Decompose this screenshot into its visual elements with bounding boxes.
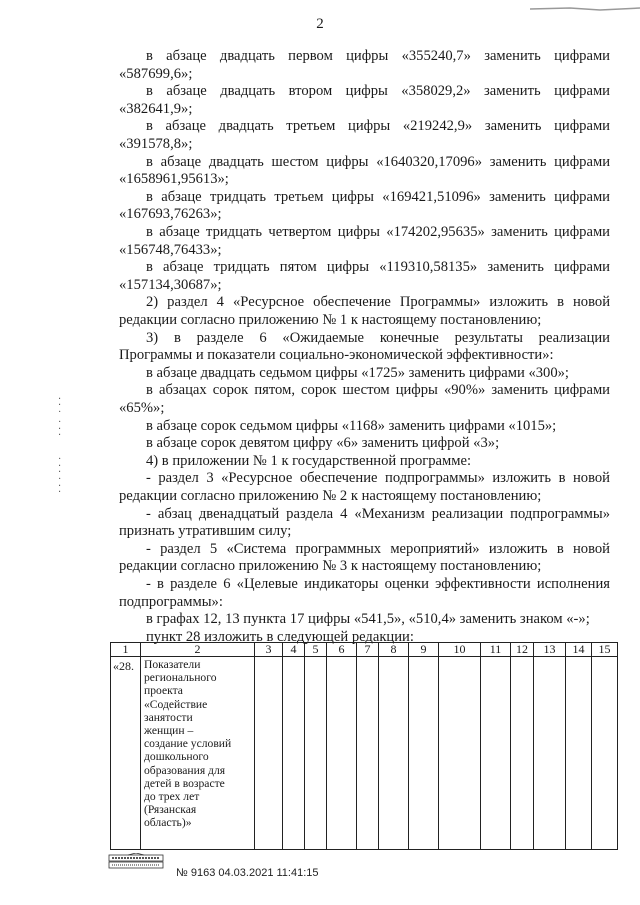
text-line: 2) раздел 4 «Ресурсное обеспечение Программы» изложить в новой — [146, 294, 610, 311]
text-line: в абзаце сорок седьмом цифры «1168» заменить цифрами «1015»; — [146, 417, 557, 434]
text-line: в абзаце двадцать седьмом цифры «1725» заменить цифрами «300»; — [146, 364, 569, 381]
empty-cell — [566, 657, 592, 850]
scan-corner-mark — [530, 0, 640, 6]
column-header: 11 — [481, 643, 511, 657]
table-row — [111, 657, 618, 850]
column-header: 5 — [305, 643, 327, 657]
scan-margin-dots: ⁚ · · ⁚ — [58, 397, 62, 438]
text-line: редакции согласно приложению № 2 к настоящему постановлению; — [119, 488, 542, 504]
text-line: - раздел 3 «Ресурсное обеспечение подпрограммы» изложить в новой — [146, 470, 610, 487]
government-logo — [108, 853, 164, 869]
text-line: «157134,30687»; — [119, 276, 222, 293]
row-number-cell: «28. — [111, 657, 141, 850]
indicators-table — [110, 642, 618, 850]
text-line: «382641,9»; — [119, 100, 193, 117]
text-line: редакции согласно приложению № 1 к настоящему постановлению; — [119, 312, 542, 328]
text-line: в абзаце тридцать четвертом цифры «174202,95635» заменить цифрами — [146, 224, 610, 240]
empty-cell — [534, 657, 566, 850]
text-line: «1658961,95613»; — [119, 171, 229, 188]
text-line: «65%»; — [119, 400, 165, 416]
text-line: в абзаце двадцать третьем цифры «219242,9» заменить цифрами — [146, 118, 610, 135]
column-header: 12 — [511, 643, 534, 657]
empty-cell — [511, 657, 534, 850]
text-line: пункт 28 изложить в следующей редакции: — [146, 628, 414, 645]
column-header: 3 — [255, 643, 283, 657]
text-line: в абзаце двадцать первом цифры «355240,7» заменить цифрами — [146, 48, 610, 64]
column-header: 7 — [357, 643, 379, 657]
page-number: 2 — [316, 16, 324, 32]
text-line: 3) в разделе 6 «Ожидаемые конечные результаты реализации — [146, 329, 610, 346]
column-header: 13 — [534, 643, 566, 657]
text-line: редакции согласно приложению № 3 к настоящему постановлению; — [119, 558, 542, 575]
column-header: 4 — [283, 643, 305, 657]
text-line: в абзаце сорок девятом цифру «6» заменить цифрой «3»; — [146, 435, 500, 452]
empty-cell — [379, 657, 409, 850]
text-line: в абзаце тридцать пятом цифры «119310,58135» заменить цифрами — [146, 259, 610, 276]
empty-cell — [327, 657, 357, 850]
column-header: 6 — [327, 643, 357, 657]
empty-cell — [592, 657, 618, 850]
column-header: 10 — [439, 643, 481, 657]
column-header: 2 — [141, 643, 255, 657]
empty-cell — [439, 657, 481, 850]
empty-cell — [481, 657, 511, 850]
empty-cell — [305, 657, 327, 850]
text-line: 4) в приложении № 1 к государственной программе: — [146, 452, 472, 469]
column-header: 14 — [566, 643, 592, 657]
column-header: 1 — [111, 643, 141, 657]
text-line: в графах 12, 13 пункта 17 цифры «541,5», «510,4» заменить знаком «-»; — [146, 611, 590, 628]
text-line: Программы и показатели социально-экономической эффективности»: — [119, 347, 554, 364]
column-header: 9 — [409, 643, 439, 657]
text-line: «167693,76263»; — [119, 206, 222, 223]
column-header: 8 — [379, 643, 409, 657]
text-line: подпрограммы»: — [119, 593, 223, 610]
text-line: признать утратившим силу; — [119, 523, 292, 540]
text-line: «587699,6»; — [119, 65, 193, 82]
empty-cell — [255, 657, 283, 850]
text-line: в абзаце двадцать втором цифры «358029,2» заменить цифрами — [146, 83, 610, 100]
table-header-row — [111, 643, 618, 657]
scan-margin-dots-lower: · ⁚ · ⁚ — [58, 454, 62, 495]
text-line: в абзаце двадцать шестом цифры «1640320,17096» заменить цифрами — [146, 153, 610, 170]
column-header: 15 — [592, 643, 618, 657]
empty-cell — [357, 657, 379, 850]
empty-cell — [283, 657, 305, 850]
text-line: «156748,76433»; — [119, 241, 222, 258]
empty-cell — [409, 657, 439, 850]
text-line: - в разделе 6 «Целевые индикаторы оценки эффективности исполнения — [146, 576, 610, 592]
text-line: «391578,8»; — [119, 136, 193, 152]
indicator-name-cell: Показатели регионального проекта «Содействие занятости женщин – создание условий дошкольного образования для детей в возрасте до трех лет (Рязанская область)» — [141, 657, 255, 850]
text-line: - раздел 5 «Система программных мероприятий» изложить в новой — [146, 540, 610, 557]
text-line: в абзацах сорок пятом, сорок шестом цифры «90%» заменить цифрами — [146, 382, 610, 399]
registration-stamp: № 9163 04.03.2021 11:41:15 — [176, 867, 319, 879]
text-line: - абзац двенадцатый раздела 4 «Механизм реализации подпрограммы» — [146, 505, 610, 522]
text-line: в абзаце тридцать третьем цифры «169421,51096» заменить цифрами — [146, 188, 610, 205]
